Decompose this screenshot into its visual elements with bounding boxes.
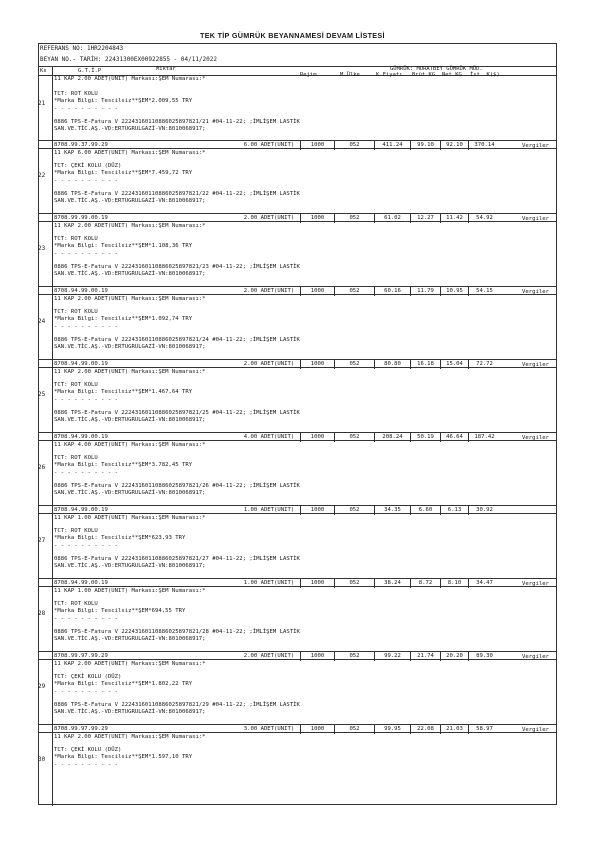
item-taxes-label: Vergiler — [522, 143, 549, 149]
item-stat-value: 54.92 — [468, 214, 500, 223]
item-brand: *Marka Bilgi: Tescilsiz**ŞEM*7.459,72 TRY — [54, 170, 193, 176]
item-number: 30 — [38, 756, 46, 763]
item-quantity-desc: 11 KAP 1.00 ADET(UNIT) Markası:ŞEM Numarası:* — [54, 588, 206, 594]
item-rejim: 1000 — [300, 652, 334, 661]
item-number: 22 — [38, 172, 46, 179]
item-taxes-label: Vergiler — [522, 581, 549, 587]
item-net-kg: 10.95 — [440, 287, 468, 296]
item-values-row — [38, 505, 557, 514]
item-number: 23 — [38, 245, 46, 252]
item-taxes-label: Vergiler — [522, 727, 549, 733]
item-gtip: 8708.99.37.99.29 — [54, 142, 108, 148]
item-quantity-desc: 11 KAP 2.00 ADET(UNIT) Markası:ŞEM Numarası:* — [54, 369, 206, 375]
dash-separator: - - - - - - - - - - — [54, 762, 118, 768]
item-gtip: 8708.94.99.00.19 — [54, 288, 108, 294]
item-qty: 3.00 ADET(UNIT) — [243, 726, 295, 732]
item-values-row — [38, 724, 557, 733]
item-qty: 2.00 ADET(UNIT) — [243, 288, 295, 294]
item-invoice: 0886 TPS-E-Fatura V 22243160110886025897821/26 #04-11-22; ;İMLİŞEM LASTİK — [54, 483, 300, 489]
item-gtip: 8708.94.99.00.19 — [54, 434, 108, 440]
item-values-row — [38, 213, 557, 222]
reference-number: REFERANS NO: 1HR2204843 — [40, 45, 124, 52]
item-rejim: 1000 — [300, 141, 334, 150]
item-brand: *Marka Bilgi: Tescilsiz**ŞEM*1.802,22 TRY — [54, 681, 193, 687]
item-qty: 1.00 ADET(UNIT) — [243, 507, 295, 513]
col-rejim: Rejim — [300, 72, 317, 78]
item-values-row — [38, 286, 557, 295]
item-origin-country: 052 — [334, 360, 374, 369]
dash-separator: - - - - - - - - - - — [54, 689, 118, 695]
item-company: SAN.VE.TİC.AŞ.-VD:ERTUGRULGAZİ-VN:8010068917; — [54, 126, 206, 132]
col-k-fiyati: K.Fiyatı — [376, 72, 403, 78]
item-gross-kg: 6.60 — [410, 506, 440, 515]
item-description: TCT: ÇEKİ KOLU (DÜZ) — [54, 747, 122, 753]
customs-office: GÜMRÜK: MURATBEY GÜMRÜK MÜD. — [390, 66, 483, 72]
col-miktar: Miktar — [156, 66, 176, 72]
item-qty: 2.00 ADET(UNIT) — [243, 653, 295, 659]
item-number: 28 — [38, 610, 46, 617]
item-net-kg: 15.04 — [440, 360, 468, 369]
item-taxes-label: Vergiler — [522, 216, 549, 222]
item-unit-price: 60.16 — [374, 287, 410, 296]
item-invoice: 0886 TPS-E-Fatura V 22243160110886025897821/23 #04-11-22; ;İMLİŞEM LASTİK — [54, 264, 300, 270]
item-brand: *Marka Bilgi: Tescilsiz**ŞEM*3.782,45 TRY — [54, 462, 193, 468]
item-net-kg: 6.13 — [440, 506, 468, 515]
item-description: TCT: ROT KOLU — [54, 382, 98, 388]
dash-separator: - - - - - - - - - - — [54, 178, 118, 184]
item-gtip: 8708.99.97.99.29 — [54, 653, 108, 659]
item-qty: 6.00 ADET(UNIT) — [243, 142, 295, 148]
col-net: Net KG — [442, 72, 462, 78]
item-description: TCT: ROT KOLU — [54, 601, 98, 607]
item-description: TCT: ROT KOLU — [54, 455, 98, 461]
document-title: TEK TİP GÜMRÜK BEYANNAMESİ DEVAM LİSTESİ — [200, 31, 385, 40]
item-gross-kg: 16.18 — [410, 360, 440, 369]
item-invoice: 0886 TPS-E-Fatura V 22243160110886025897821/25 #04-11-22; ;İMLİŞEM LASTİK — [54, 410, 300, 416]
item-origin-country: 052 — [334, 433, 374, 442]
col-ks: Ks — [40, 68, 47, 74]
dash-separator: - - - - - - - - - - — [54, 543, 118, 549]
item-origin-country: 052 — [334, 287, 374, 296]
item-company: SAN.VE.TİC.AŞ.-VD:ERTUGRULGAZİ-VN:8010068917; — [54, 490, 206, 496]
item-rejim: 1000 — [300, 287, 334, 296]
item-gross-kg: 21.74 — [410, 652, 440, 661]
column-header-row — [38, 66, 557, 76]
item-rejim: 1000 — [300, 433, 334, 442]
item-description: TCT: ROT KOLU — [54, 236, 98, 242]
item-net-kg: 11.42 — [440, 214, 468, 223]
item-rejim: 1000 — [300, 214, 334, 223]
item-brand: *Marka Bilgi: Tescilsiz**ŞEM*1.092,74 TRY — [54, 316, 193, 322]
item-invoice: 0886 TPS-E-Fatura V 22243160110886025897821/24 #04-11-22; ;İMLİŞEM LASTİK — [54, 337, 300, 343]
item-taxes-label: Vergiler — [522, 362, 549, 368]
dash-separator: - - - - - - - - - - — [54, 106, 118, 112]
item-unit-price: 99.95 — [374, 725, 410, 734]
item-taxes-label: Vergiler — [522, 289, 549, 295]
item-brand: *Marka Bilgi: Tescilsiz**ŞEM*694,55 TRY — [54, 608, 186, 614]
item-net-kg: 8.10 — [440, 579, 468, 588]
item-quantity-desc: 11 KAP 2.00 ADET(UNIT) Markası:ŞEM Numarası:* — [54, 734, 206, 740]
item-net-kg: 46.64 — [440, 433, 468, 442]
item-origin-country: 052 — [334, 652, 374, 661]
item-description: TCT: ÇEKİ KOLU (DÜZ) — [54, 163, 122, 169]
item-gross-kg: 99.10 — [410, 141, 440, 150]
item-company: SAN.VE.TİC.AŞ.-VD:ERTUGRULGAZİ-VN:8010068917; — [54, 563, 206, 569]
item-quantity-desc: 11 KAP 4.00 ADET(UNIT) Markası:ŞEM Numarası:* — [54, 442, 206, 448]
col-ist: İst. K($) — [470, 72, 500, 78]
item-rejim: 1000 — [300, 725, 334, 734]
col-brut: Brüt KG — [412, 72, 436, 78]
item-unit-price: 34.35 — [374, 506, 410, 515]
item-brand: *Marka Bilgi: Tescilsiz**ŞEM*1.597,10 TRY — [54, 754, 193, 760]
item-company: SAN.VE.TİC.AŞ.-VD:ERTUGRULGAZİ-VN:8010068917; — [54, 417, 206, 423]
item-invoice: 0886 TPS-E-Fatura V 22243160110886025897821/27 #04-11-22; ;İMLİŞEM LASTİK — [54, 556, 300, 562]
item-unit-price: 61.02 — [374, 214, 410, 223]
item-gross-kg: 50.19 — [410, 433, 440, 442]
item-origin-country: 052 — [334, 725, 374, 734]
item-net-kg: 20.20 — [440, 652, 468, 661]
item-gtip: 8708.94.99.00.19 — [54, 580, 108, 586]
item-company: SAN.VE.TİC.AŞ.-VD:ERTUGRULGAZİ-VN:8010068917; — [54, 636, 206, 642]
item-gtip: 8708.99.97.99.29 — [54, 726, 108, 732]
item-number: 25 — [38, 391, 46, 398]
item-net-kg: 92.10 — [440, 141, 468, 150]
item-gross-kg: 12.27 — [410, 214, 440, 223]
item-origin-country: 052 — [334, 579, 374, 588]
item-company: SAN.VE.TİC.AŞ.-VD:ERTUGRULGAZİ-VN:8010068917; — [54, 271, 206, 277]
item-origin-country: 052 — [334, 506, 374, 515]
declaration-number: BEYAN NO.- TARİH: 22431300EX00922855 - 04/11/2022 — [40, 56, 218, 63]
item-quantity-desc: 11 KAP 1.00 ADET(UNIT) Markası:ŞEM Numarası:* — [54, 515, 206, 521]
dash-separator: - - - - - - - - - - — [54, 251, 118, 257]
item-values-row — [38, 432, 557, 441]
item-invoice: 0886 TPS-E-Fatura V 22243160110886025897821/29 #04-11-22; ;İMLİŞEM LASTİK — [54, 702, 300, 708]
item-origin-country: 052 — [334, 214, 374, 223]
item-values-row — [38, 359, 557, 368]
item-invoice: 0886 TPS-E-Fatura V 22243160110886025897821/28 #04-11-22; ;İMLİŞEM LASTİK — [54, 629, 300, 635]
item-qty: 4.00 ADET(UNIT) — [243, 434, 295, 440]
item-values-row — [38, 651, 557, 660]
item-description: TCT: ÇEKİ KOLU (DÜZ) — [54, 674, 122, 680]
item-origin-country: 052 — [334, 141, 374, 150]
item-stat-value: 187.42 — [468, 433, 500, 442]
dash-separator: - - - - - - - - - - — [54, 324, 118, 330]
item-taxes-label: Vergiler — [522, 654, 549, 660]
item-stat-value: 30.92 — [468, 506, 500, 515]
item-invoice: 0886 TPS-E-Fatura V 22243160110886025897821/22 #04-11-22; ;İMLİŞEM LASTİK — [54, 191, 300, 197]
item-description: TCT: ROT KOLU — [54, 309, 98, 315]
item-stat-value: 370.14 — [468, 141, 500, 150]
item-unit-price: 99.22 — [374, 652, 410, 661]
item-rejim: 1000 — [300, 579, 334, 588]
item-values-row — [38, 140, 557, 149]
item-brand: *Marka Bilgi: Tescilsiz**ŞEM*623,93 TRY — [54, 535, 186, 541]
col-gtip: G.T.İ.P — [78, 68, 102, 74]
item-quantity-desc: 11 KAP 2.00 ADET(UNIT) Markası:ŞEM Numarası:* — [54, 76, 206, 82]
dash-separator: - - - - - - - - - - — [54, 397, 118, 403]
dash-separator: - - - - - - - - - - — [54, 470, 118, 476]
item-gross-kg: 22.08 — [410, 725, 440, 734]
item-stat-value: 34.47 — [468, 579, 500, 588]
item-stat-value: 89.30 — [468, 652, 500, 661]
item-unit-price: 208.24 — [374, 433, 410, 442]
item-quantity-desc: 11 KAP 6.00 ADET(UNIT) Markası:ŞEM Numarası:* — [54, 150, 206, 156]
item-unit-price: 80.80 — [374, 360, 410, 369]
item-taxes-label: Vergiler — [522, 435, 549, 441]
dash-separator: - - - - - - - - - - — [54, 616, 118, 622]
item-number: 29 — [38, 683, 46, 690]
item-gross-kg: 11.79 — [410, 287, 440, 296]
item-gtip: 8708.99.99.00.19 — [54, 215, 108, 221]
item-company: SAN.VE.TİC.AŞ.-VD:ERTUGRULGAZİ-VN:8010068917; — [54, 344, 206, 350]
item-qty: 2.00 ADET(UNIT) — [243, 361, 295, 367]
item-brand: *Marka Bilgi: Tescilsiz**ŞEM*2.009,55 TRY — [54, 98, 193, 104]
item-description: TCT: ROT KOLU — [54, 528, 98, 534]
item-unit-price: 38.24 — [374, 579, 410, 588]
item-qty: 1.00 ADET(UNIT) — [243, 580, 295, 586]
item-net-kg: 21.03 — [440, 725, 468, 734]
item-gross-kg: 8.72 — [410, 579, 440, 588]
item-brand: *Marka Bilgi: Tescilsiz**ŞEM*1.467,64 TRY — [54, 389, 193, 395]
item-number: 21 — [38, 100, 46, 107]
item-rejim: 1000 — [300, 506, 334, 515]
item-stat-value: 72.72 — [468, 360, 500, 369]
item-values-row — [38, 578, 557, 587]
item-company: SAN.VE.TİC.AŞ.-VD:ERTUGRULGAZİ-VN:8010068917; — [54, 198, 206, 204]
item-quantity-desc: 11 KAP 2.00 ADET(UNIT) Markası:ŞEM Numarası:* — [54, 661, 206, 667]
item-number: 24 — [38, 318, 46, 325]
item-gtip: 8708.94.99.00.19 — [54, 361, 108, 367]
item-gtip: 8708.94.99.00.19 — [54, 507, 108, 513]
item-qty: 2.00 ADET(UNIT) — [243, 215, 295, 221]
col-m-ulke: M.Ülke — [340, 72, 360, 78]
item-unit-price: 411.24 — [374, 141, 410, 150]
item-number: 26 — [38, 464, 46, 471]
item-quantity-desc: 11 KAP 2.00 ADET(UNIT) Markası:ŞEM Numarası:* — [54, 296, 206, 302]
item-stat-value: 58.97 — [468, 725, 500, 734]
item-company: SAN.VE.TİC.AŞ.-VD:ERTUGRULGAZİ-VN:8010068917; — [54, 709, 206, 715]
item-rejim: 1000 — [300, 360, 334, 369]
item-stat-value: 54.15 — [468, 287, 500, 296]
item-invoice: 0886 TPS-E-Fatura V 22243160110886025897821/21 #04-11-22; ;İMLİŞEM LASTİK — [54, 119, 300, 125]
item-number: 27 — [38, 537, 46, 544]
item-brand: *Marka Bilgi: Tescilsiz**ŞEM*1.108,36 TRY — [54, 243, 193, 249]
item-description: TCT: ROT KOLU — [54, 91, 98, 97]
item-quantity-desc: 11 KAP 2.00 ADET(UNIT) Markası:ŞEM Numarası:* — [54, 223, 206, 229]
